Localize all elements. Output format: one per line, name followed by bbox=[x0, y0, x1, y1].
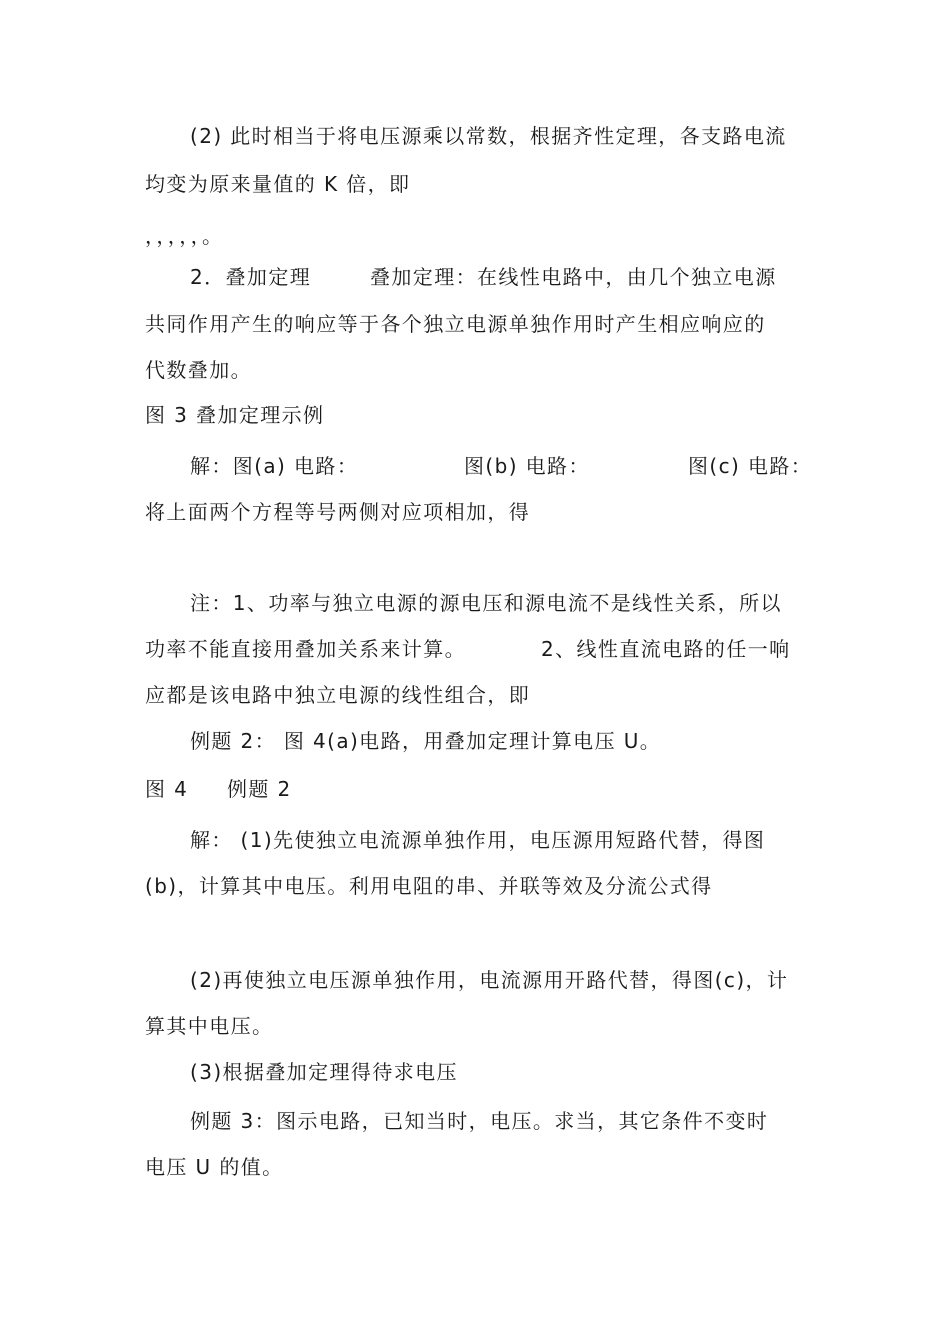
solution-line: 解： (1)先使独立电流源单独作用，电压源用短路代替，得图 bbox=[190, 828, 766, 852]
figure-number: 图 4 bbox=[145, 777, 189, 801]
paragraph-line: (2) 此时相当于将电压源乘以常数，根据齐性定理，各支路电流 bbox=[190, 124, 787, 148]
paragraph-text: 叠加定理：在线性电路中，由几个独立电源 bbox=[370, 265, 777, 289]
paragraph-line: 代数叠加。 bbox=[145, 358, 252, 382]
note-text: 2、线性直流电路的任一响 bbox=[541, 637, 791, 661]
solution-b: 图(b) 电路： bbox=[464, 454, 590, 478]
solution-line: (b)，计算其中电压。利用电阻的串、并联等效及分流公式得 bbox=[145, 874, 713, 898]
solution-line: (2)再使独立电压源单独作用，电流源用开路代替，得图(c)，计 bbox=[190, 968, 789, 992]
figure-caption: 图 3 叠加定理示例 bbox=[145, 403, 325, 427]
note-line: 应都是该电路中独立电源的线性组合，即 bbox=[145, 683, 531, 707]
figure-title: 例题 2 bbox=[227, 777, 292, 801]
example-title: 例题 2： 图 4(a)电路，用叠加定理计算电压 U。 bbox=[190, 729, 662, 753]
solution-c: 图(c) 电路： bbox=[688, 454, 813, 478]
paragraph-line: ，，，，，。 bbox=[145, 224, 224, 248]
paragraph-line: 均变为原来量值的 K 倍，即 bbox=[145, 172, 411, 196]
example-title: 例题 3：图示电路，已知当时，电压。求当，其它条件不变时 bbox=[190, 1109, 769, 1133]
paragraph-line: 电压 U 的值。 bbox=[145, 1155, 284, 1179]
paragraph-line: 共同作用产生的响应等于各个独立电源单独作用时产生相应响应的 bbox=[145, 312, 766, 336]
solution-line: 算其中电压。 bbox=[145, 1014, 274, 1038]
paragraph-line: 将上面两个方程等号两侧对应项相加，得 bbox=[145, 500, 531, 524]
solution-line: (3)根据叠加定理得待求电压 bbox=[190, 1060, 458, 1084]
section-heading: 2．叠加定理 bbox=[190, 265, 312, 289]
note-text: 功率不能直接用叠加关系来计算。 bbox=[145, 637, 466, 661]
solution-a: 解：图(a) 电路： bbox=[190, 454, 359, 478]
note-line: 注：1、功率与独立电源的源电压和源电流不是线性关系，所以 bbox=[190, 591, 782, 615]
